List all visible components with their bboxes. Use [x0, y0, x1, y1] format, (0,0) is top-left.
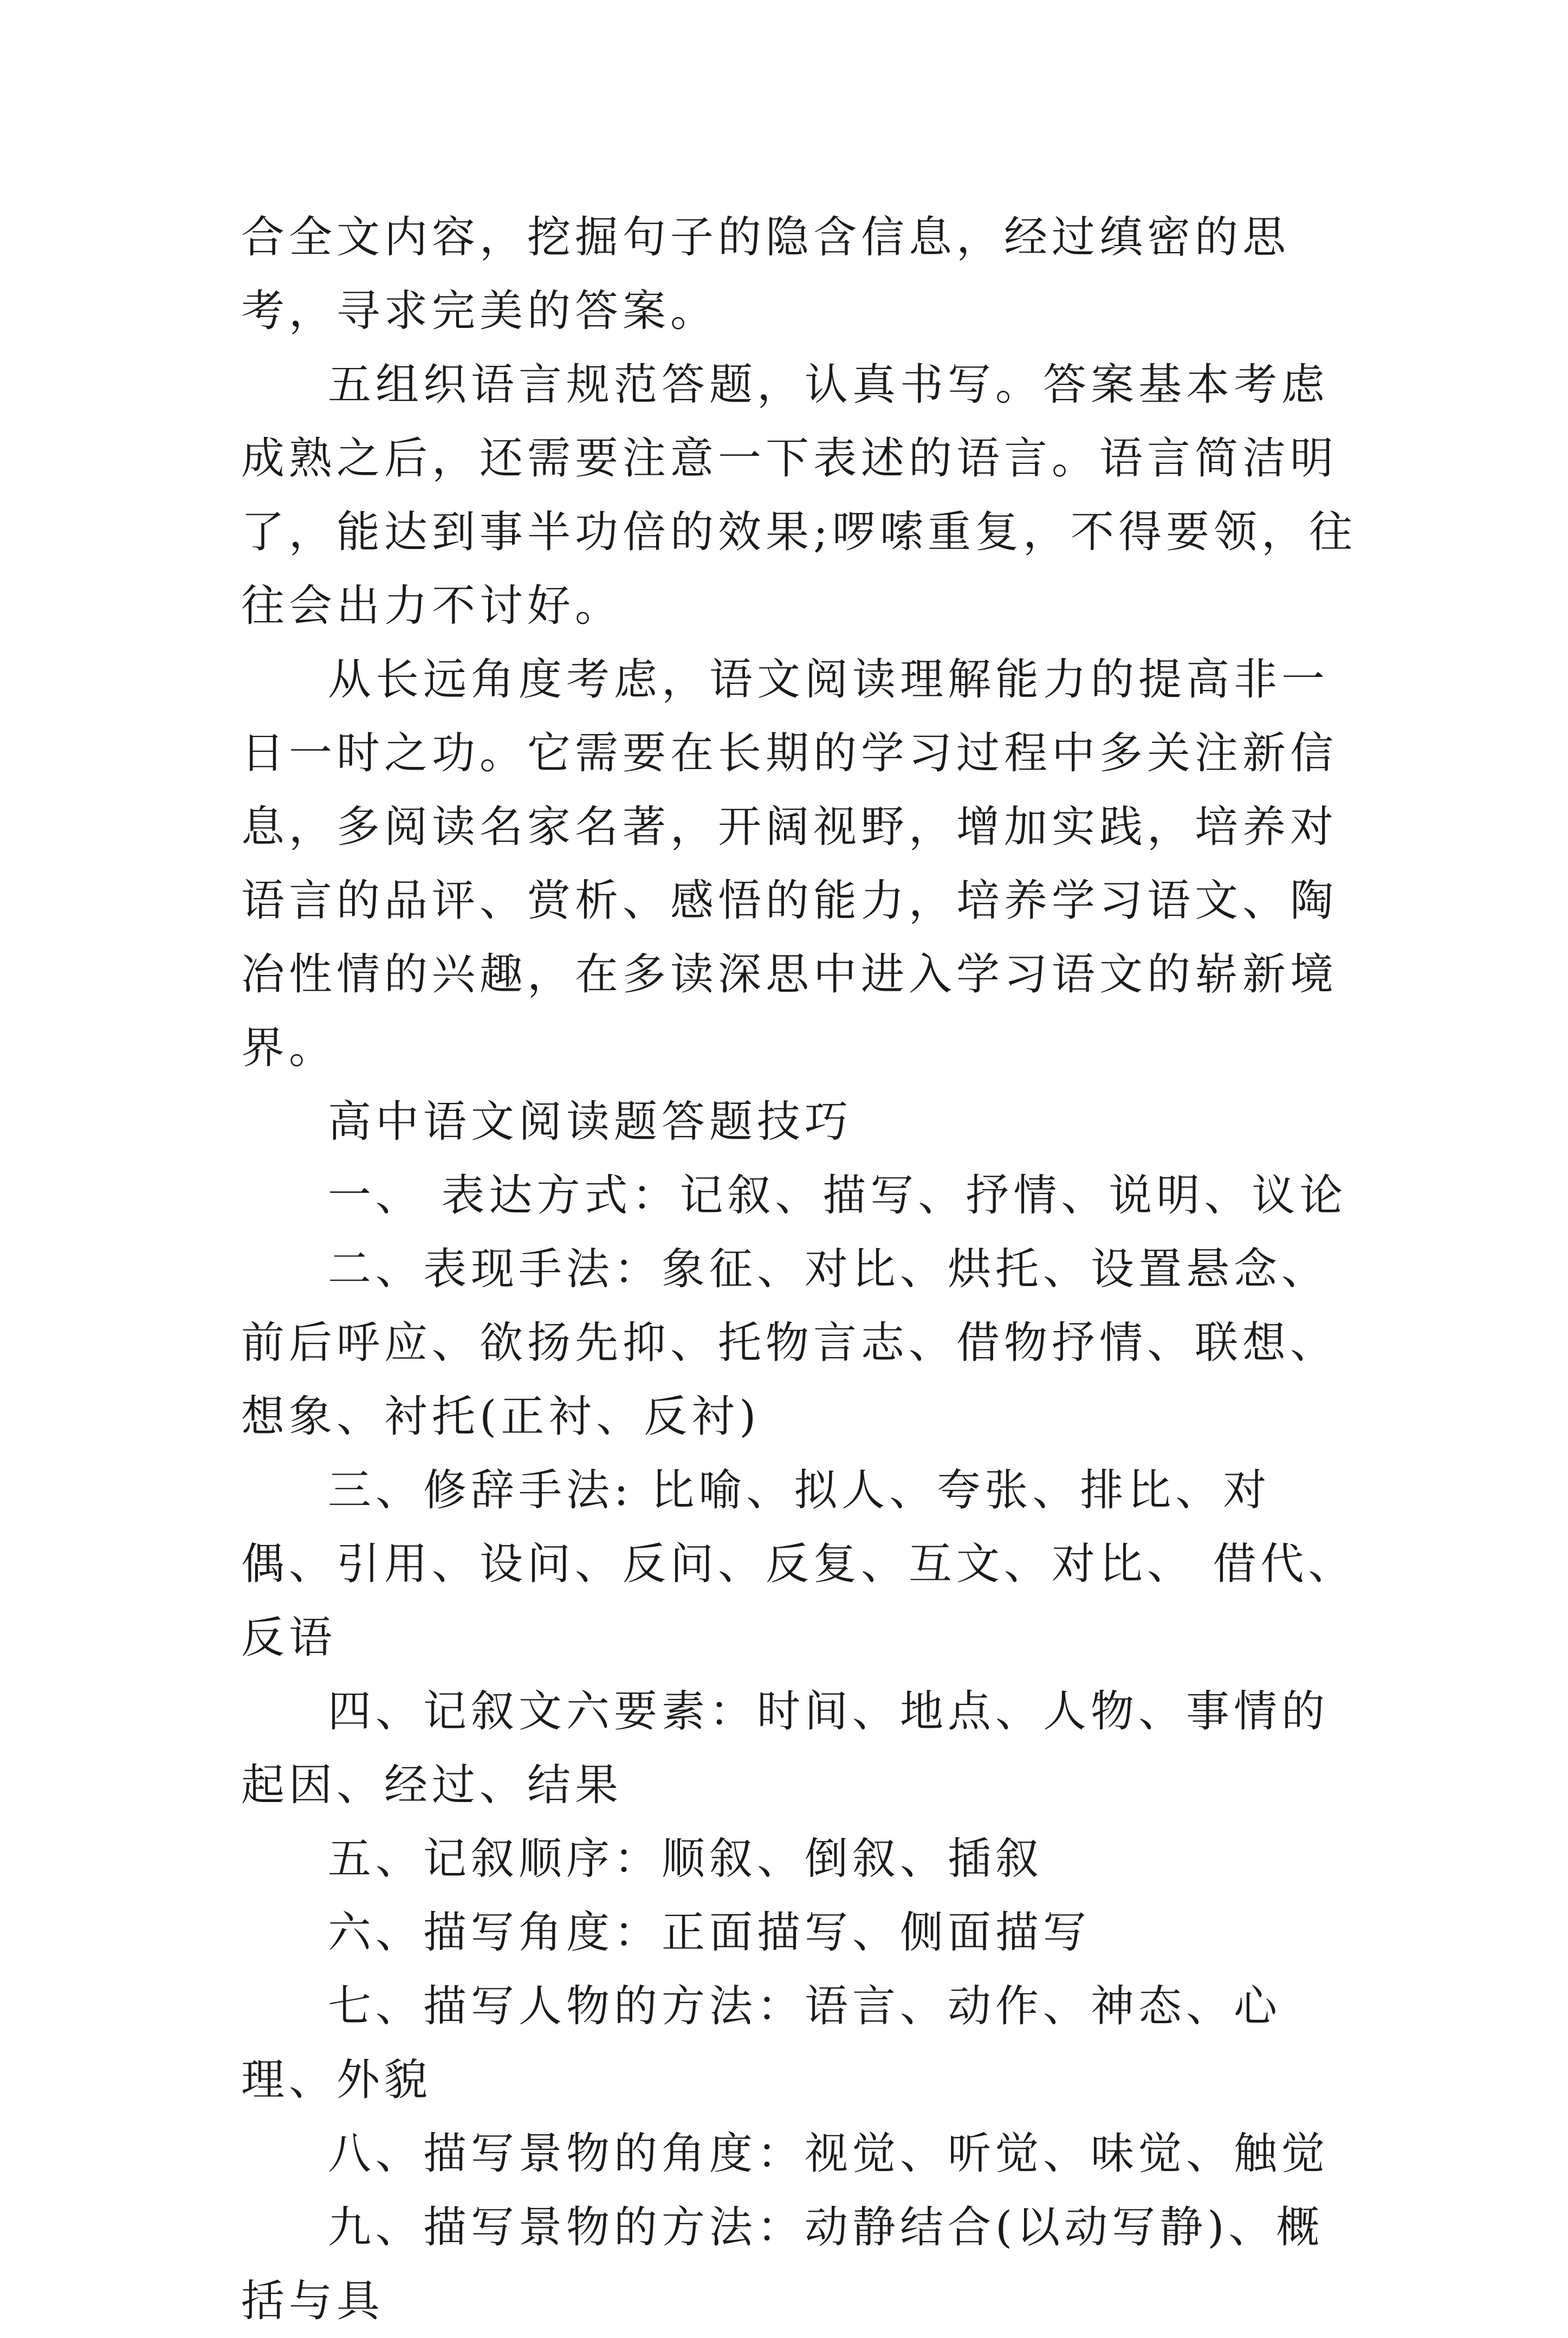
list-item-character-description: 七、描写人物的方法：语言、动作、神态、心理、外貌: [241, 1981, 1281, 2105]
list-item-scenery-method: 九、描写景物的方法：动静结合(以动写静)、概括与具: [241, 2202, 1324, 2326]
list-item-rhetoric: 三、修辞手法: 比喻、拟人、夸张、排比、对偶、引用、设问、反问、反复、互文、对比、 借代、反语: [241, 1465, 1356, 1663]
list-item-description-angle: 六、描写角度：正面描写、侧面描写: [328, 1907, 1091, 1958]
paragraph-continuation: 合全文内容，挖掘句子的隐含信息，经过缜密的思考，寻求完美的答案。: [241, 212, 1290, 336]
paragraph-long-term: 从长远角度考虑，语文阅读理解能力的提高非一日一时之功。它需要在长期的学习过程中多关注新信息，多阅读名家名著，开阔视野，增加实践，培养对语言的品评、赏析、感悟的能力，培养学习语文、陶冶性情的兴趣，在多读深思中进入学习语文的崭新境界。: [241, 654, 1338, 1073]
section-heading: 高中语文阅读题答题技巧: [328, 1096, 852, 1147]
list-item-narrative-elements: 四、记叙文六要素：时间、地点、人物、事情的起因、经过、结果: [241, 1686, 1329, 1810]
list-item-scenery-angle: 八、描写景物的角度：视觉、听觉、味觉、触觉: [328, 2128, 1329, 2179]
list-item-techniques: 二、表现手法：象征、对比、烘托、设置悬念、前后呼应、欲扬先抑、托物言志、借物抒情、联想、想象、衬托(正衬、反衬): [241, 1244, 1338, 1442]
document-body: [241, 201, 1357, 2338]
list-item-narrative-order: 五、记叙顺序：顺叙、倒叙、插叙: [328, 1833, 1043, 1884]
paragraph-organize-language: 五组织语言规范答题，认真书写。答案基本考虑成熟之后，还需要注意一下表述的语言。语言简洁明了，能达到事半功倍的效果;啰嗦重复，不得要领，往往会出力不讨好。: [241, 359, 1357, 631]
list-item-expression-modes: 一、 表达方式：记叙、描写、抒情、说明、议论: [328, 1170, 1347, 1220]
